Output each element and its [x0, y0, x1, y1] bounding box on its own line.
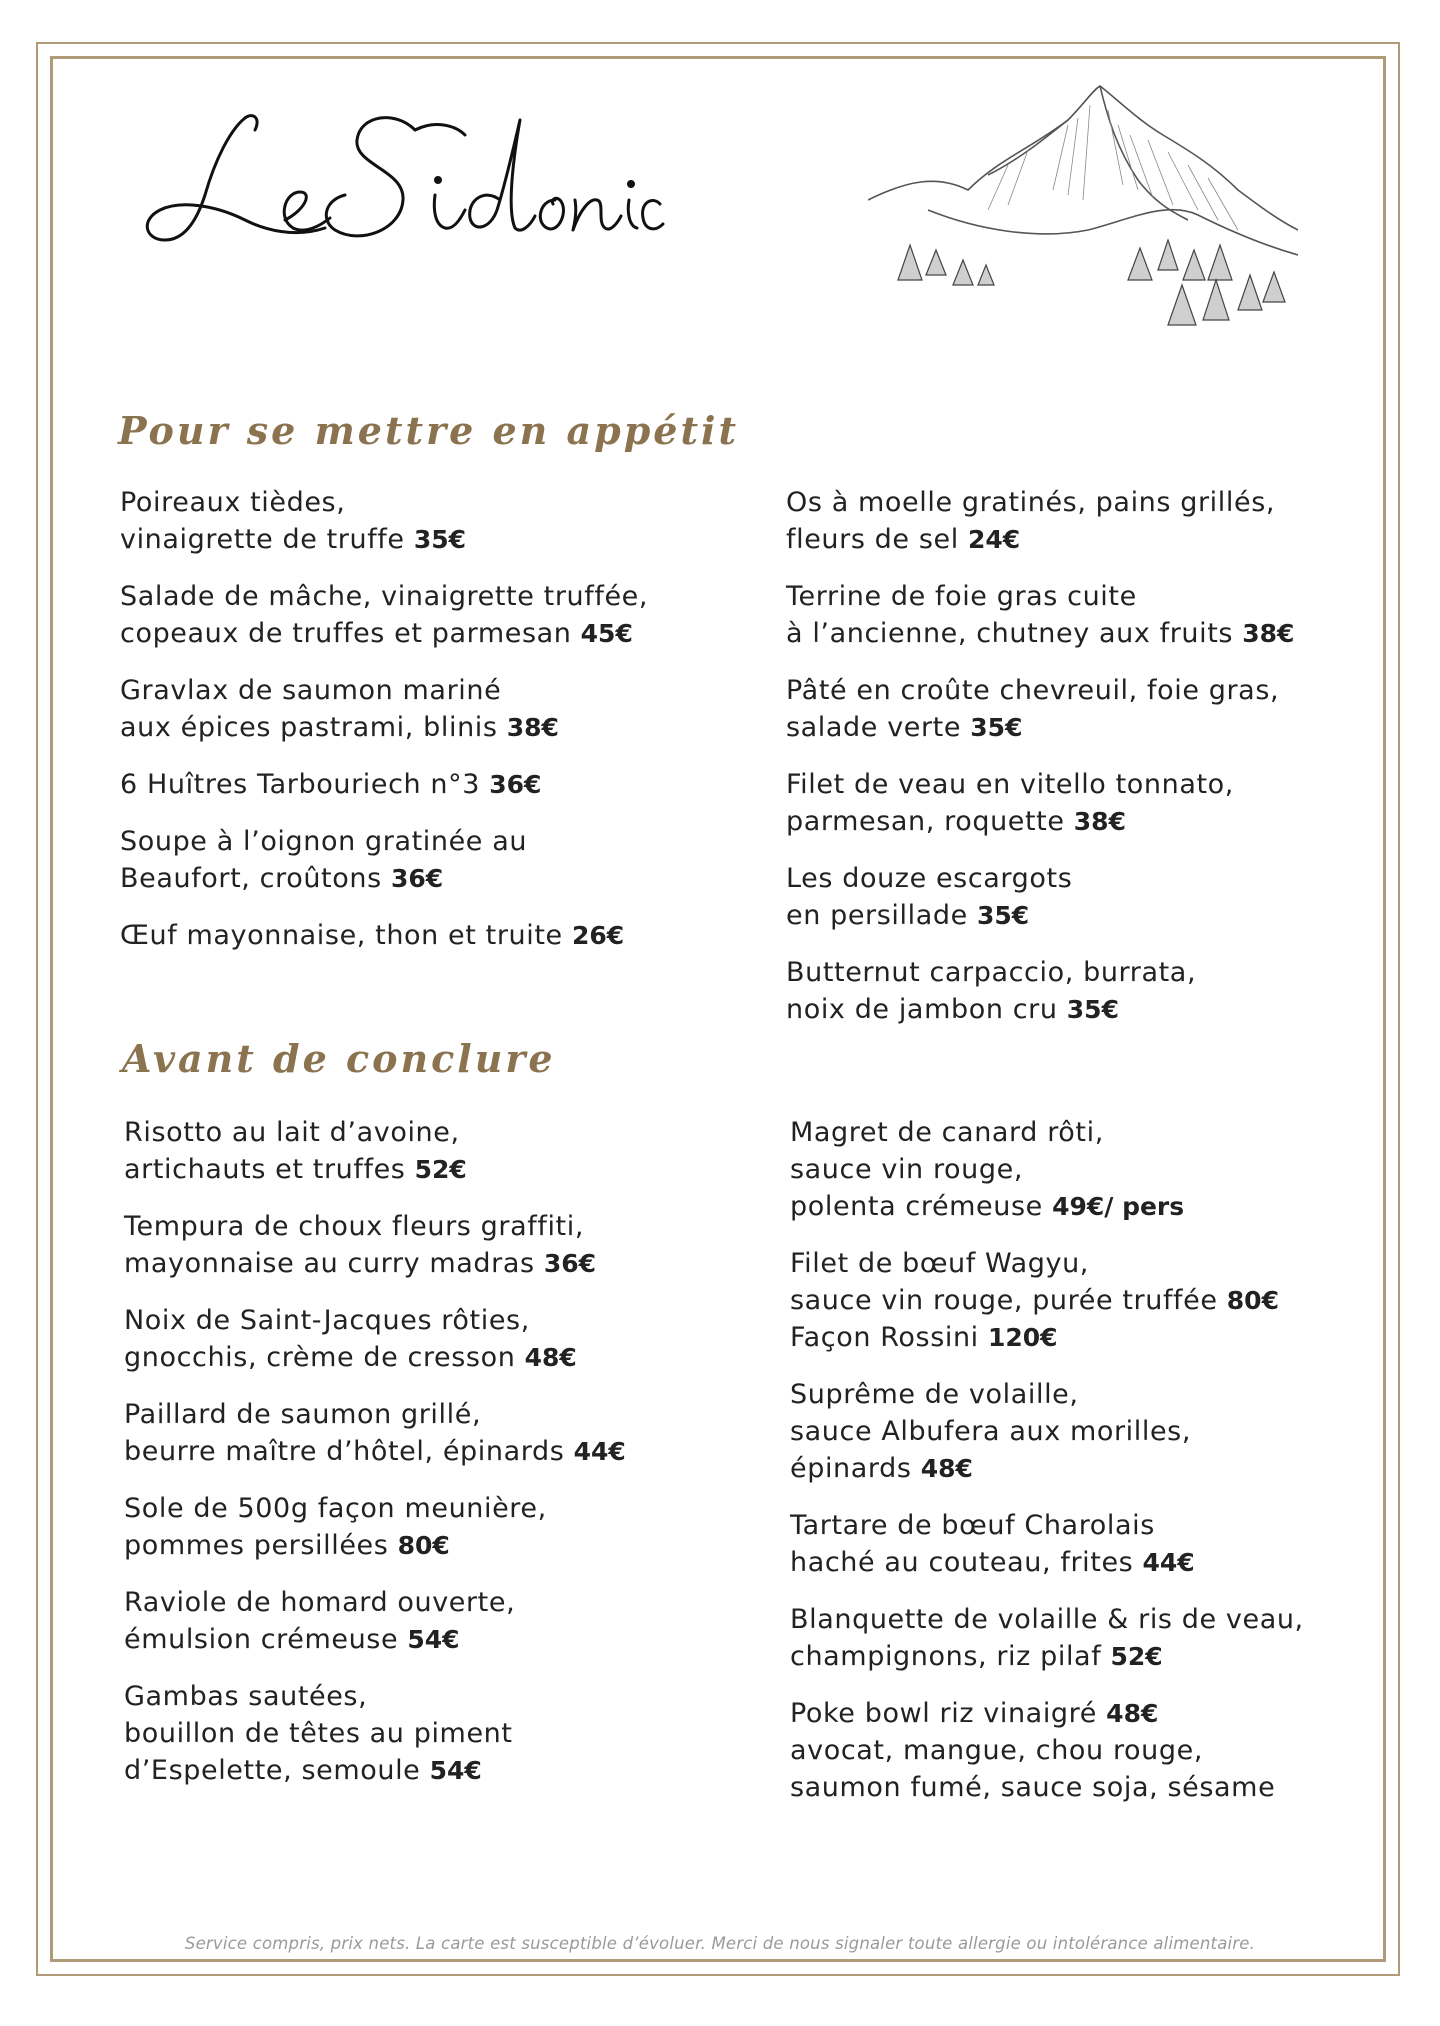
menu-item: Os à moelle gratinés, pains grillés, fleurs de sel 24€ [786, 487, 1276, 555]
item-price: 54€ [407, 1625, 460, 1654]
menu-item: Terrine de foie gras cuite à l’ancienne, chutney aux fruits 38€ [786, 581, 1295, 649]
starters-right-column [786, 484, 1406, 1048]
section-title-mains: Avant de conclure [122, 1036, 556, 1081]
item-price: 48€ [920, 1454, 973, 1483]
item-price: 38€ [506, 713, 559, 742]
menu-item: Suprême de volaille, sauce Albufera aux morilles, épinards 48€ [790, 1379, 1192, 1484]
menu-item: Tartare de bœuf Charolais haché au couteau, frites 44€ [790, 1510, 1195, 1578]
item-price: 44€ [573, 1437, 626, 1466]
menu-item: Paillard de saumon grillé, beurre maître d’hôtel, épinards 44€ [124, 1399, 626, 1467]
item-price: 26€ [571, 921, 625, 950]
item-price: 80€ [1226, 1286, 1279, 1315]
item-price: 54€ [429, 1756, 482, 1785]
item-price: 38€ [1073, 807, 1126, 836]
menu-item: Gravlax de saumon mariné aux épices pastrami, blinis 38€ [120, 675, 559, 743]
section-title-starters: Pour se mettre en appétit [118, 408, 740, 453]
menu-item: Raviole de homard ouverte, émulsion crémeuse 54€ [124, 1587, 516, 1655]
item-price: 36€ [543, 1249, 597, 1278]
footer-note: Service compris, prix nets. La carte est susceptible d’évoluer. Merci de nous signaler toute allergie ou intolérance alimentaire. [184, 1934, 1256, 1953]
menu-item: Poireaux tièdes, vinaigrette de truffe 35€ [120, 487, 466, 555]
item-price: 44€ [1142, 1548, 1195, 1577]
menu-item: Risotto au lait d’avoine, artichauts et truffes 52€ [124, 1117, 467, 1185]
menu-item: Filet de veau en vitello tonnato, parmesan, roquette 38€ [786, 769, 1234, 837]
menu-item: Salade de mâche, vinaigrette truffée, copeaux de truffes et parmesan 45€ [120, 581, 649, 649]
menu-item: Tempura de choux fleurs graffiti, mayonnaise au curry madras 36€ [124, 1211, 597, 1279]
item-price: 36€ [390, 864, 444, 893]
menu-item: Noix de Saint-Jacques rôties, gnocchis, crème de cresson 48€ [124, 1305, 577, 1373]
menu-item: Filet de bœuf Wagyu, sauce vin rouge, purée truffée 80€ Façon Rossini 120€ [790, 1248, 1279, 1353]
menu-item: Les douze escargots en persillade 35€ [786, 863, 1073, 931]
item-price: 49€/ pers [1052, 1192, 1185, 1221]
menu-item: Butternut carpaccio, burrata, noix de jambon cru 35€ [786, 957, 1197, 1025]
item-price: 52€ [414, 1155, 467, 1184]
item-price: 48€ [1106, 1699, 1159, 1728]
item-price: 35€ [1066, 995, 1119, 1024]
item-price: 52€ [1110, 1642, 1163, 1671]
menu-item: Poke bowl riz vinaigré 48€ avocat, mangue, chou rouge, saumon fumé, sauce soja, sésame [790, 1698, 1276, 1803]
mains-right-column [790, 1114, 1410, 1826]
menu-item: Magret de canard rôti, sauce vin rouge, polenta crémeuse 49€/ pers [790, 1117, 1185, 1222]
item-price: 35€ [977, 901, 1030, 930]
starters-left-column [120, 484, 740, 974]
item-price: 35€ [970, 713, 1023, 742]
item-price: 45€ [580, 619, 633, 648]
item-price: 35€ [413, 525, 466, 554]
mountains-icon [868, 80, 1298, 340]
item-price: 80€ [397, 1531, 450, 1560]
menu-item: Soupe à l’oignon gratinée au Beaufort, croûtons 36€ [120, 826, 528, 894]
menu-item: Pâté en croûte chevreuil, foie gras, salade verte 35€ [786, 675, 1280, 743]
item-price: 120€ [987, 1323, 1058, 1352]
item-price: 36€ [489, 770, 542, 799]
item-price: 38€ [1242, 619, 1295, 648]
menu-item: Gambas sautées, bouillon de têtes au piment d’Espelette, semoule 54€ [124, 1681, 513, 1786]
item-price: 24€ [967, 525, 1021, 554]
menu-item: Blanquette de volaille & ris de veau, champignons, riz pilaf 52€ [790, 1604, 1304, 1672]
restaurant-logo [135, 100, 665, 260]
menu-item: Œuf mayonnaise, thon et truite 26€ [120, 920, 625, 951]
menu-item: Sole de 500g façon meunière, pommes persillées 80€ [124, 1493, 547, 1561]
item-price: 48€ [524, 1343, 577, 1372]
mains-left-column [124, 1114, 744, 1809]
mountains-illustration [868, 80, 1298, 340]
script-logo-icon [135, 100, 665, 260]
menu-item: 6 Huîtres Tarbouriech n°3 36€ [120, 769, 542, 800]
